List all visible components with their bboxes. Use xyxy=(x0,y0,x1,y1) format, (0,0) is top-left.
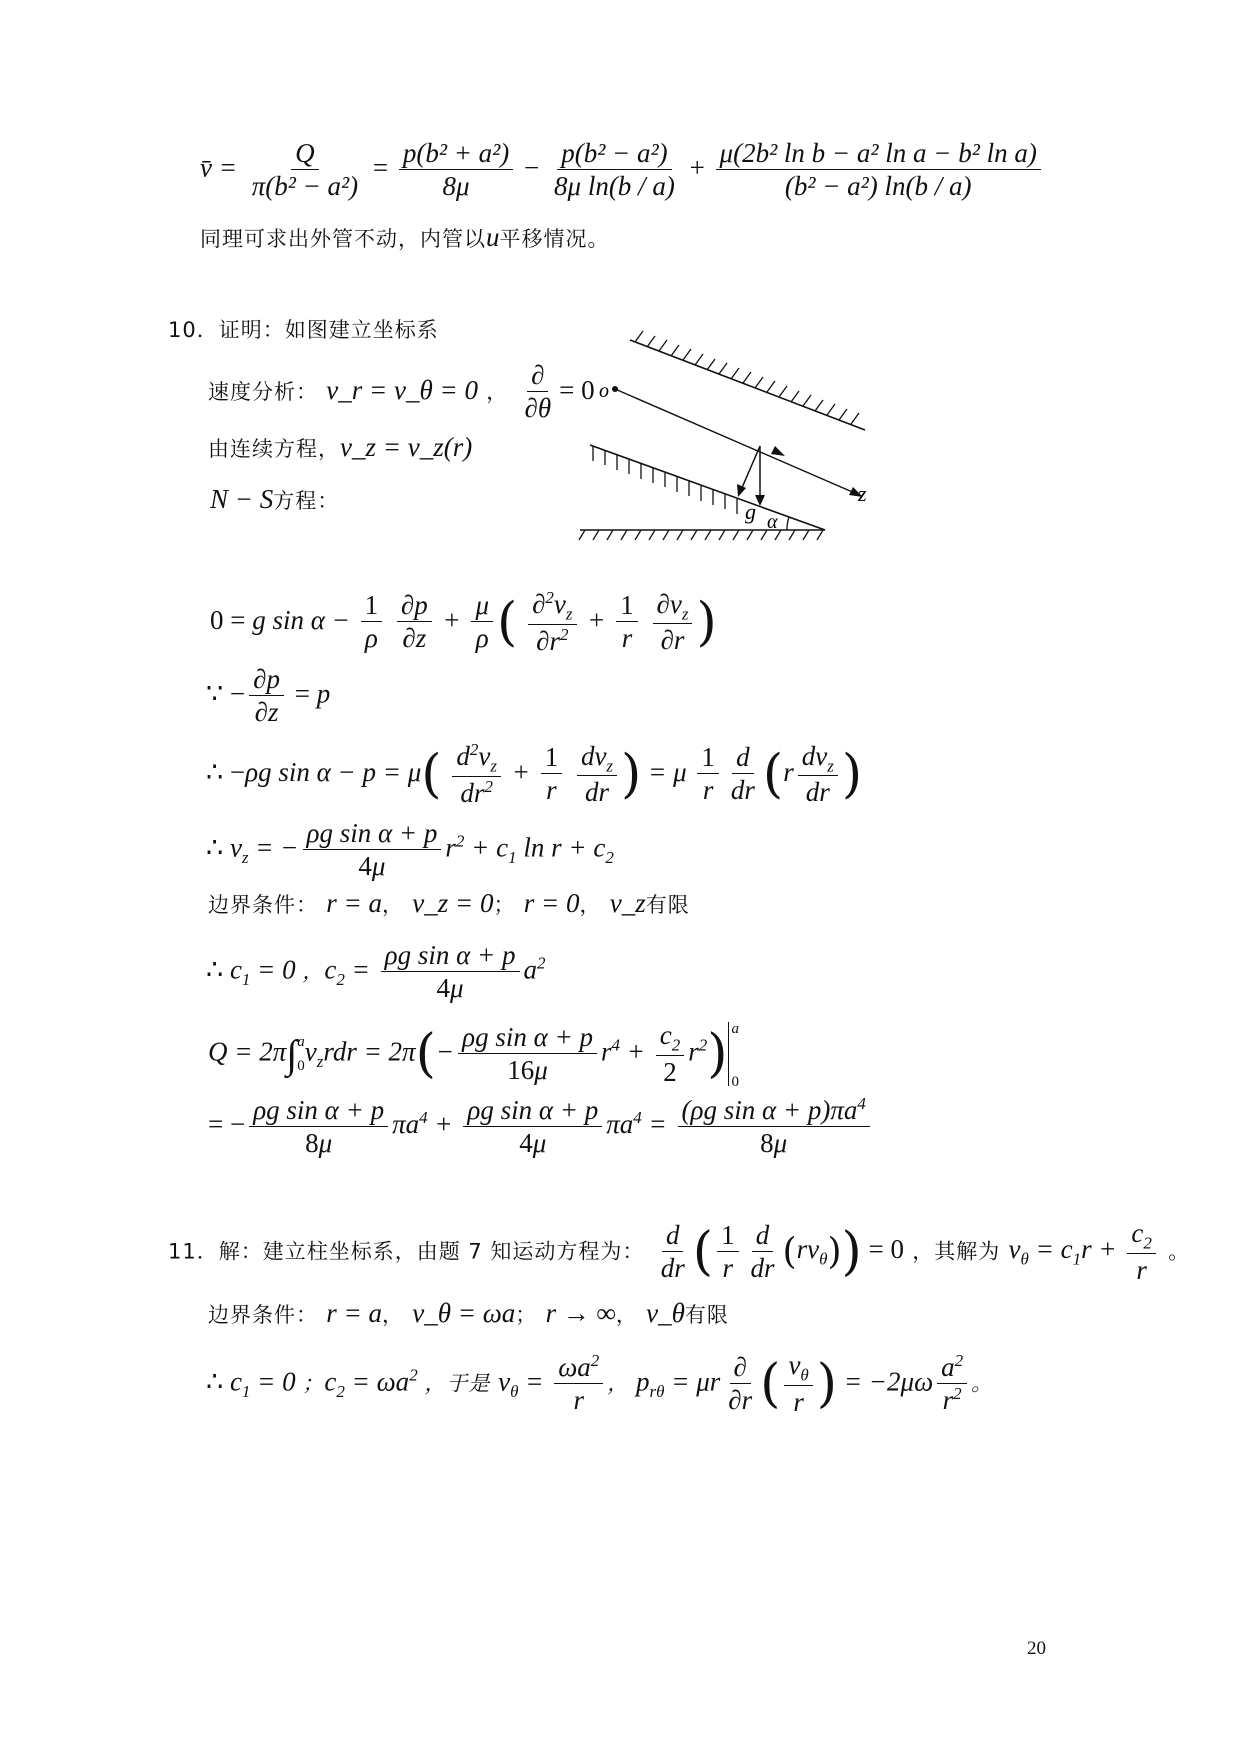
eq-because: ∵ − $\frac{\partial p}{\partial z}$ = p xyxy=(206,664,331,728)
p11-solution-label: ，其解为 xyxy=(912,1239,1001,1264)
label-g: g xyxy=(745,499,756,524)
p11-line: 11．解：建立柱坐标系，由题 7 知运动方程为： $\frac{d}{dr}$ ( $\frac{1}{r}$ $\frac{d}{dr}$ $(rv_\theta)) = 0$ ，其解为 $v_\theta = c_1r$ + $\frac{c_2}{r}$ 。 xyxy=(168,1218,1191,1285)
eq-Q2: = − $\frac{\text{ρg sin α + p}}{8\mu}$ $\pi a^4$ + $\frac{\text{ρg sin α + p}}{4\mu}$ $\pi a^4$ = $\frac{(\rho g \sin \alpha + p)\pi a^4}{8\mu}$ xyxy=(208,1094,874,1159)
eq-ns: 0 = g sin α − $\frac{1}{\rho}$ $\frac{\partial p}{\partial z}$ + $\frac{\mu}{\rho}$ ( $\frac{\partial^2v_z}{\partial r^2}$ + $\frac{1}{r}$ $\frac{\partial v_z}{\partial r}$ ) xyxy=(210,588,717,656)
frac-2-num: p(b² + a²) xyxy=(399,138,513,170)
frac-4-den: (b² − a²) ln(b / a) xyxy=(784,171,972,202)
inclined-wall xyxy=(590,445,825,530)
bc-1-a: r = a xyxy=(326,888,382,918)
eq-c: ∴ $c_1 = 0$ ，$c_2$ = $\frac{\text{ρg sin α + p}}{4\mu}$ $a^2$ xyxy=(206,940,546,1004)
p10-ns xyxy=(210,484,339,515)
mid-arrowhead xyxy=(771,446,785,456)
frac-2 xyxy=(399,138,513,202)
ground-hatch xyxy=(579,530,823,540)
text-similar-start: 同理可求出外管不动，内管以 xyxy=(200,227,486,251)
p10-velocity: 速度分析： v_r = v_θ = 0 ， $\frac{\partial}{\partial\theta}$ = 0 xyxy=(208,360,595,424)
frac-3 xyxy=(550,138,679,202)
upper-wall-hatch xyxy=(635,331,859,424)
label-z: z xyxy=(858,481,867,506)
p10-continuity-eq: v_z = v_z(r) xyxy=(340,432,473,462)
frac-2-den: 8μ xyxy=(442,171,470,202)
upper-wall xyxy=(630,340,865,430)
frac-3-num: p(b² − a²) xyxy=(557,138,671,170)
gravity-component xyxy=(741,446,760,490)
page-number: 20 xyxy=(1027,1638,1046,1659)
eq-mean-velocity: v̄ = $\frac{Q}{\text{π(b² − a²)}}$ = $\frac{\text{p(b² + a²)}}{8\mu}$ − $\frac{\text{p(b² − a²)}}{\text{8μ ln(b / a)}}$ + $\frac{\text{μ(2b² ln b − a² ln a − b² ln a)}}{\text{(b² − a²) ln(b / a)}}$ xyxy=(200,138,1045,202)
text-similar xyxy=(200,222,610,253)
frac-1-num: Q xyxy=(291,138,319,170)
bc-1-d: v_z xyxy=(609,888,646,918)
eq-Q1: Q = 2π∫ a 0 $v_zrdr = 2\pi(-$ $\frac{\text{ρg sin α + p}}{16\mu}$ $r^4$ + $\frac{c_2}{2}$ $r^2$) a 0 xyxy=(208,1020,740,1091)
inclined-wall-hatch xyxy=(593,446,737,514)
eq-final: ∴ $c_1 = 0$ ；$c_2 = \omega a^2$ ，于是 $v_\theta$ = $\frac{\omega a^2}{r}$ ， $p_{r\theta} = \mu r$ $\frac{\partial}{\partial r}$ ( $\frac{v_\theta}{r}$ ) = −2μω $\frac{a^2}{r^2}$ 。 xyxy=(206,1350,994,1417)
frac-1 xyxy=(248,138,362,202)
p10-partial-num: ∂ xyxy=(527,360,548,392)
p10-partial-rhs: = 0 xyxy=(559,375,595,406)
bc-2: 边界条件： r = a， v_θ = ωa； r → ∞， v_θ有限 xyxy=(208,1298,729,1328)
p10-ns-var: N − S xyxy=(210,484,274,514)
bc-1-end: 有限 xyxy=(645,893,690,917)
p10-continuity-label: 由连续方程， xyxy=(208,437,340,461)
p11-title: 11．解：建立柱坐标系，由题 7 知运动方程为： xyxy=(168,1239,645,1264)
inclined-plane-figure xyxy=(575,325,875,550)
p10-partial-den: ∂θ xyxy=(524,393,552,424)
bc-2-c: r → ∞ xyxy=(545,1298,616,1328)
component-arrowhead xyxy=(737,484,746,497)
p10-continuity xyxy=(208,432,472,463)
p10-ns-label: 方程： xyxy=(273,489,340,513)
bc-2-end: 有限 xyxy=(684,1303,729,1327)
frac-4-num: μ(2b² ln b − a² ln a − b² ln a) xyxy=(716,138,1041,170)
bc-1-label: 边界条件： xyxy=(208,893,318,917)
p10-velocity-label: 速度分析： xyxy=(208,380,318,405)
bc-2-label: 边界条件： xyxy=(208,1303,318,1327)
eq-lhs: v̄ = xyxy=(200,152,237,183)
p10-velocity-eq: v_r = v_θ = 0 xyxy=(326,375,478,406)
bc-1-c: r = 0 xyxy=(523,888,580,918)
label-alpha: α xyxy=(767,511,778,533)
eq-therefore-1: ∴ −ρg sin α − p = μ( $\frac{d^2v_z}{dr^2}$ + $\frac{1}{r}$ $\frac{dv_z}{dr}$ ) = μ $\frac{1}{r}$ $\frac{d}{dr}$ (r $\frac{dv_z}{dr}$ ) xyxy=(206,740,863,808)
frac-4 xyxy=(716,138,1041,202)
eq-vz: ∴ $v_z$ = − $\frac{\text{ρg sin α + p}}{4\mu}$ $r^2 + c_1$ $\ln r + c_2$ xyxy=(206,818,614,882)
bc-2-d: v_θ xyxy=(646,1298,685,1328)
label-o: o xyxy=(599,380,609,402)
frac-1-den: π(b² − a²) xyxy=(251,171,359,202)
text-similar-var: u xyxy=(486,222,500,252)
angle-arc xyxy=(787,517,789,530)
p10-partial xyxy=(520,360,555,424)
bc-1: 边界条件： r = a， v_z = 0； r = 0， v_z有限 xyxy=(208,888,690,918)
bc-1-b: v_z = 0 xyxy=(412,888,494,918)
text-similar-end: 平移情况。 xyxy=(499,227,610,251)
bc-2-a: r = a xyxy=(326,1298,382,1328)
frac-3-den: 8μ ln(b / a) xyxy=(554,171,675,202)
bc-2-b: v_θ = ωa xyxy=(412,1298,516,1328)
gravity-arrowhead xyxy=(755,495,765,506)
p10-title: 10．证明：如图建立坐标系 xyxy=(168,318,439,342)
z-axis xyxy=(615,389,857,494)
p11-end: 。 xyxy=(1168,1239,1191,1264)
